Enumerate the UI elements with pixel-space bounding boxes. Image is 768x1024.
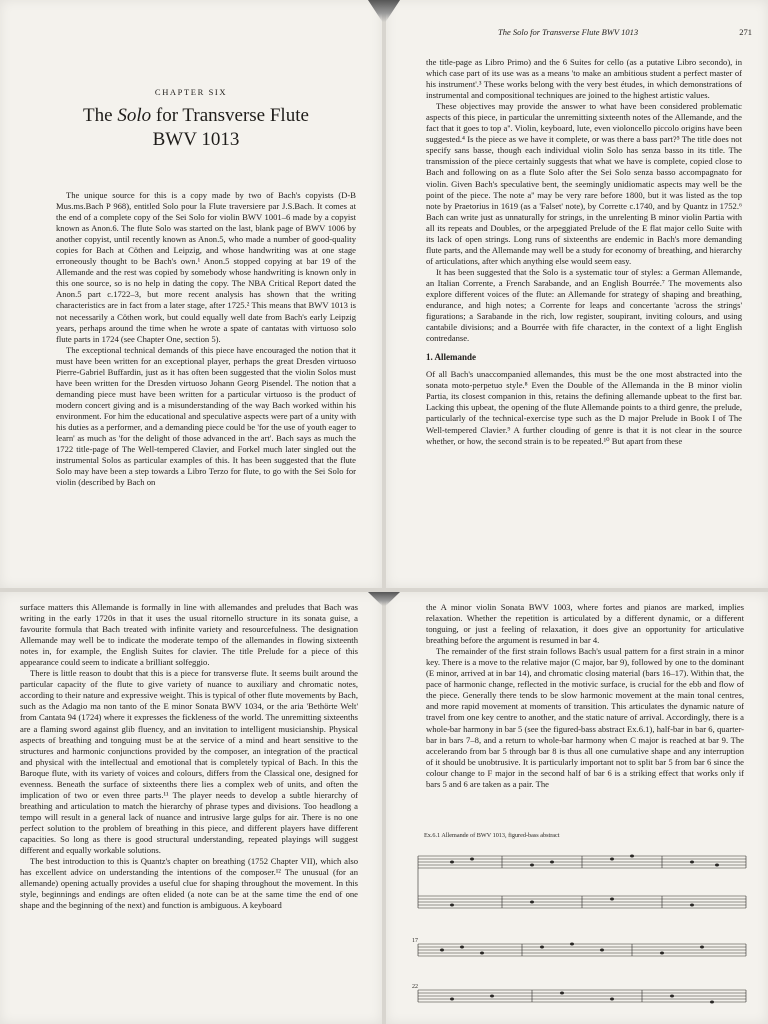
title-pre: The <box>83 105 118 126</box>
title-italic: Solo <box>117 105 152 126</box>
music-system <box>418 990 746 1002</box>
paragraph: the title-page as Libro Primo) and the 6 Suites for cello (as a putative Libro secondo), in which case part of its use was as a means 'to make an ambitious student a perfect master of his instrument'.³ These works belong with the very best études, in which demonstrations of instrumental and compositional techniques are joined to the highest artistic values. <box>426 57 742 101</box>
section-heading: 1. Allemande <box>426 352 477 363</box>
chapter-label: CHAPTER SIX <box>154 87 228 97</box>
body-text <box>20 602 358 911</box>
paragraph: The remainder of the first strain follows Bach's usual pattern for a first strain in a minor key. There is a move to the relative major (C major, bar 9), followed by one to the dominant (E minor, arrived at in bar 14), and chromatic closing material (bars 16–17). Within that, the pace of harmonic change, reflected in the motivic surface, is crucial for the ebb and flow of the piece. Generally there tends to be slow harmonic movement at the main tonal centres, and more rapid movement at moments of transition. This articulates the dynamic nature of travel from one key centre to another, and the static nature of arrival. Accordingly, there is a whole-bar harmony in bar 5 (see the figured-bass abstract Ex.6.1), half-bar in bar 6, quarter-bar in bars 7–8, and a return to whole-bar harmony when C major is reached at bar 9. The accelerando from bar 5 through bar 8 is thus all one cumulative shape and any interruption of it should be unobtrusive. It is particularly important not to split bar 5 from bar 6 since the colour change to F major in the second half of bar 6 is a striking effect that works only if bars 5 and 6 are taken as a pair. The <box>426 646 744 789</box>
body-text <box>426 57 742 447</box>
title-mid: for Transverse Flute <box>151 105 309 126</box>
music-system <box>418 944 746 956</box>
example-caption: Ex.6.1 Allemande of BWV 1013, figured-bass abstract <box>424 832 560 839</box>
page-left-top <box>0 0 382 588</box>
page-left-bottom <box>0 592 382 1024</box>
title-line2: BWV 1013 <box>152 129 240 150</box>
paragraph: It has been suggested that the Solo is a systematic tour of styles: a German Allemande, an Italian Corrente, a French Sarabande, and an English Bourrée.⁷ The movements also explore different voices of the flute: an Allemande for strategy of shaping and breathing, endurance, and high notes; a Corrente for leaps and concertante 'across the strings' figurations; a Sarabande in the rich, low register, soupirant, inviting colours, and using cantabile divisions; and a Bourrée with fife character, in the context of a light English contredanse. <box>426 266 742 344</box>
system-number: 17 <box>412 938 418 944</box>
chapter-title <box>30 104 362 152</box>
body-text <box>56 190 356 488</box>
body-text <box>426 602 744 790</box>
paragraph: surface matters this Allemande is formally in line with allemandes and preludes that Bach was writing in the early 1720s in that it uses the usual ritornello structure in its sonata guise, a favourite formula that Bach treated with infinite variety and resourcefulness. The designation Allemande may well be to indicate the moderate tempo of the allemandes in flowing sixteenth notes in, for example, the English Suites for clavier. The title Prelude for a piece of this appearance could seem to indicate a brilliant solfeggio. <box>20 602 358 668</box>
paragraph: the A minor violin Sonata BWV 1003, where fortes and pianos are marked, implies relaxation. Whether the repetition is articulated by a different dynamic, or a different tonguing, or just a feeling of relaxation, it does give an opportunity for articulative breathing before the argument is resumed in bar 4. <box>426 602 744 646</box>
page-right-top <box>386 0 768 588</box>
paragraph: The best introduction to this is Quantz's chapter on breathing (1752 Chapter VII), which also has excellent advice on understanding the intentions of the composer.¹² The unusual (for an allemande) opening actually provides a useful clue for shaping throughout the movement. In this style, beginnings and endings are often elided (a note can be at the same time the end of one shape and the beginning of the next) and function is ambiguous. A keyboard <box>20 856 358 911</box>
running-head: The Solo for Transverse Flute BWV 1013 <box>498 27 639 37</box>
paragraph: The unique source for this is a copy made by two of Bach's copyists (D-B Mus.ms.Bach P 968), entitled Solo pour la Flute traversiere par J.S.Bach. It comes at the end of a complete copy of the Sei Solo for violin BWV 1001–6 made by a copyist known as Anon.6. The flute Solo was started on the last, blank page of BWV 1006 by another copyist, until recently known as Anon.5, who made a number of good-quality copies for Bach at Cöthen and Leipzig, and whose handwriting was at one stage erroneously thought to be Bach's own.¹ Anon.5 stopped copying at bar 19 of the Allemande and the rest was copied by somebody whose handwriting is known only in this one source, so is no help in dating the copy. The NBA Critical Report dated the Anon.5 part c.1722–3, but more recent analysis has shown that the writing characteristics are in fact from a later stage, after 1725.² This means that BWV 1013 is not necessarily a Cöthen work, but could equally well date from Bach's early Leipzig years, perhaps around the time when he wrote a spate of cantatas with virtuoso solo flute parts in 1724 (see Chapter One, section 5). <box>56 190 356 344</box>
paragraph: There is little reason to doubt that this is a piece for transverse flute. It seems built around the particular capacity of the flute to give variety of nuance to auxiliary and chromatic notes, according to their nature and expressive weight. This is typical of other flute movements by Bach, such as the Adagio ma non tanto of the E minor Sonata BWV 1034, or the aria 'Bethörte Welt' from Cantata 94 (1724) where it expresses the fickleness of the world. The unremitting sixteenths are a flaming sword against glib fluency, and an invitation to intelligent musicianship. Physical aspects of breathing and tonguing must be at the service of a mind and heart sensitive to the structures and harmonic conjunctions provided by the composer, an integration of the practical and physical with the intellectual and emotional that is completely typical of Bach. In this the Baroque flute, with its variety of voices and colours, differs from the Classical one, designed for evenness. Beneath the surface of sixteenths there lies a complex web of units, and often the implication of two or even three parts.¹¹ The player needs to develop a subtle hierarchy of breathing and articulation to match the hierarchy of phrase types and divisions. Too headlong a tempo will result in a general lack of nuance and intrusive large gulps for air. There is no one perfect solution to the problem of breathing in this piece, and different players have different capacities. So long as there is good structural understanding, repeated playings will suggest different and equally workable solutions. <box>20 668 358 856</box>
page-number: 271 <box>739 27 752 37</box>
paragraph: The exceptional technical demands of this piece have encouraged the notion that it must have been written for an exceptional player, perhaps the great Dresden virtuoso Pierre-Gabriel Buffardin, just as it has often been suggested that the violin Solos must have been written for the Dresden virtuoso Johann Georg Pisendel. The notion that a demanding piece must have been written for a particular virtuoso is the product of modern concert giving and is a misunderstanding of the way Bach worked within his environment. For him the educational and speculative aspects were part of a unity with his duties as a performer, and a demanding piece could be 'for the use of youth eager to learn' as much as 'for the delight of those advanced in the art'. Bach says as much the 1722 title-page of The Well-tempered Clavier, and Forkel much later singled out the instrumental Solos as particular examples of this. It has been suggested that the flute Solo may have been a step towards a Libro Terzo for flute, to go with the Sei Solo for violin (described by Bach on <box>56 344 356 488</box>
music-example <box>412 844 752 1022</box>
music-system <box>418 856 746 908</box>
paragraph: These objectives may provide the answer to what have been considered problematic aspects of this piece, in particular the unremitting sixteenth notes of the Allemande, and the fact that it goes to top a''. Violin, keyboard, lute, even violoncello piccolo origins have been suggested.⁴ Is the piece as we have it complete, or was there a bass part?⁵ The title does not specify sans basse, though each individual violin Solo has senza basso in its title. The transmission of the piece certainly suggests that what we have is complete, copied close to Bach and following on as a flute Solo after the Sei Solo senza basso accompagnato for violin. Given Bach's speculative bent, the seemingly unidiomatic aspects may well be the point of the piece. The note a'' may be very rare before 1800, but it was listed as the top note by Praetorius in 1619 (as a 'Falset' note), by Corrette c.1740, and by Quantz in 1752.⁶ Bach can write just as unnaturally for strings, in the unrelenting B minor violin Partia with all its repeats and Doubles, or the arpeggiated Prelude of the E flat major cello Suite with its lack of open strings. Long runs of sixteenths are endemic in Bach's more demanding flute parts, and the Allemande may well be a study for economy of breathing, and hierarchy of articulations, after which anything else would seem easy. <box>426 101 742 266</box>
paragraph: Of all Bach's unaccompanied allemandes, this must be the one most abstracted into the sonata moto-perpetuo style.⁸ Even the Double of the Allemanda in the B minor violin Partia, its closest companion in this, retains the defining allemande upbeat to the first bar. Lacking this upbeat, the opening of the flute Allemande points to a third genre, the prelude, particularly of the technical-exercise type such as the D major Prelude in Book I of The Well-tempered Clavier.⁹ A further clouding of genre is that it is not clear in the source whether, or how, the second strain is to be repeated.¹⁰ But apart from these <box>426 369 742 446</box>
system-number: 22 <box>412 984 418 990</box>
